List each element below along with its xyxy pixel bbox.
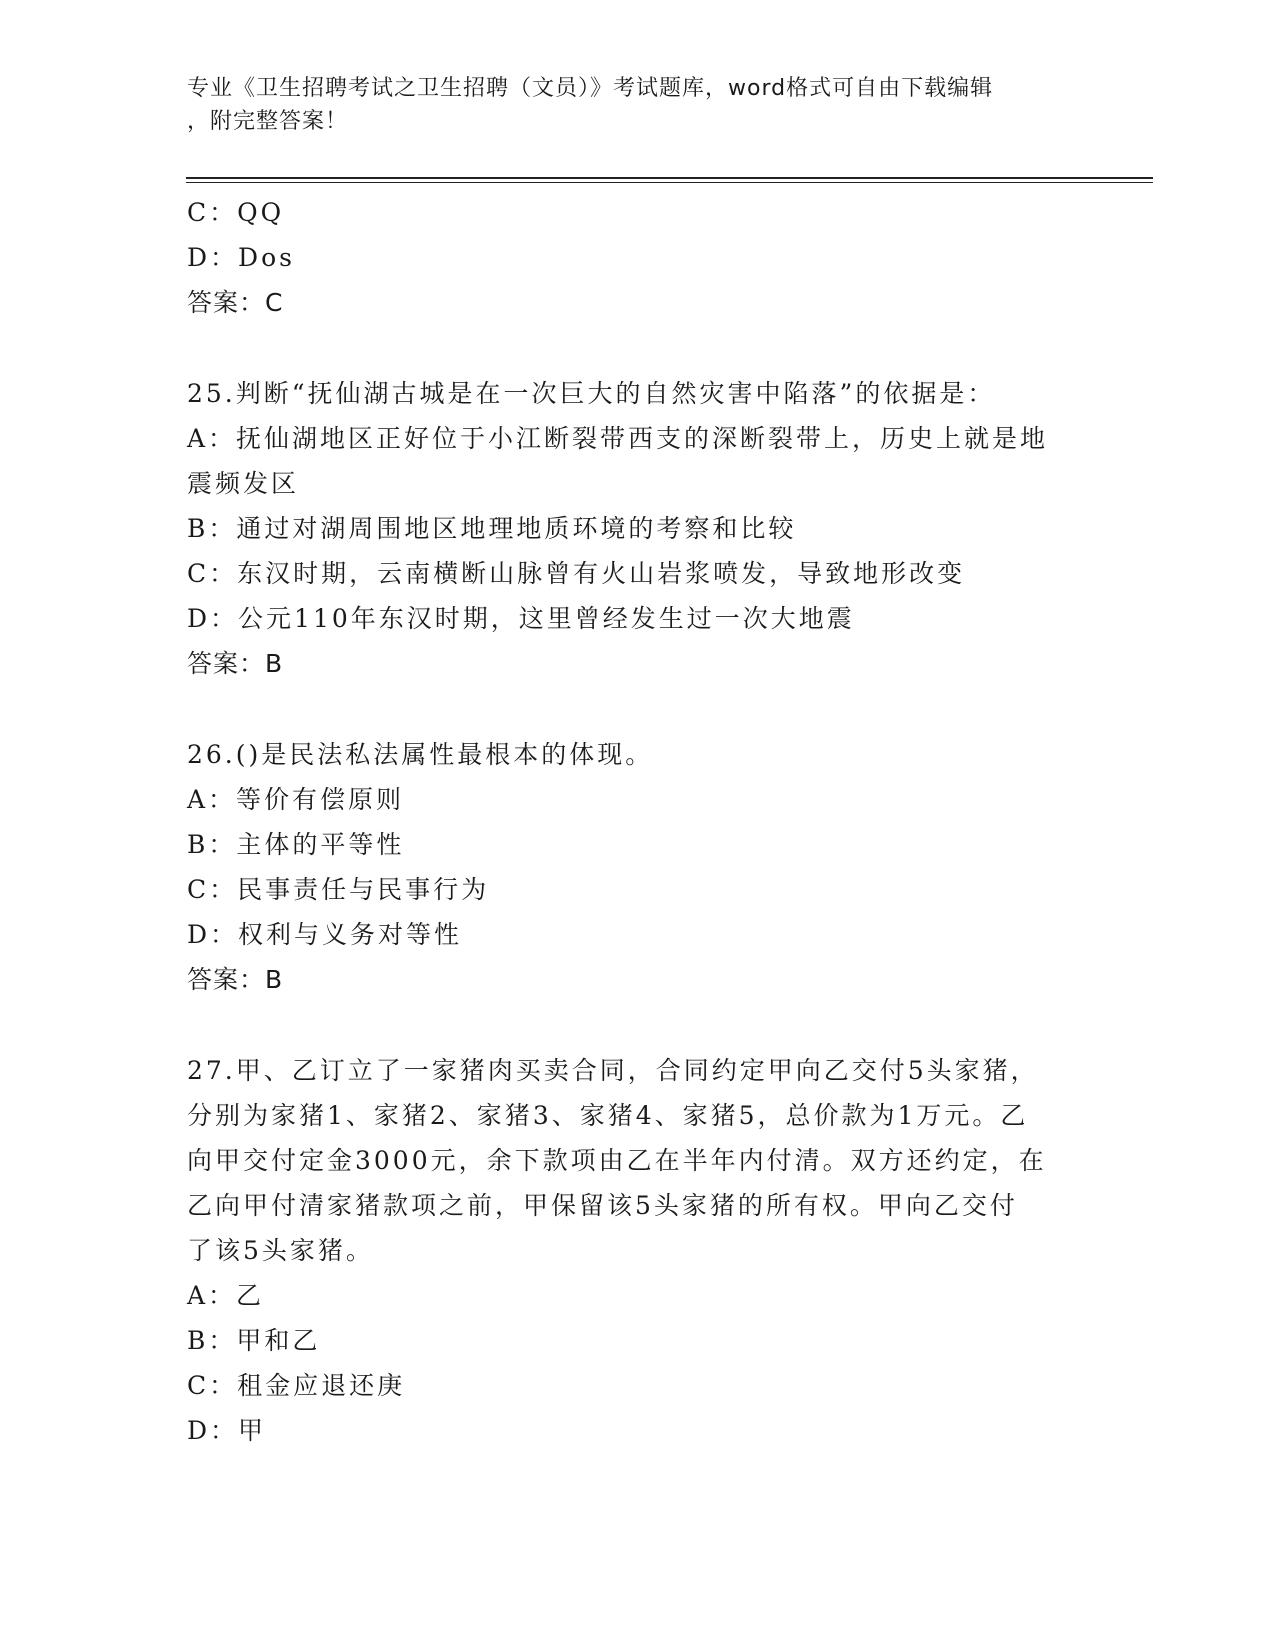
option-b: B：通过对湖周围地区地理地质环境的考察和比较 — [187, 514, 797, 543]
option-d: D：Dos — [187, 243, 295, 272]
question-stem: 25.判断“抚仙湖古城是在一次巨大的自然灾害中陷落”的依据是： — [187, 379, 996, 408]
option-d: D：公元110年东汉时期，这里曾经发生过一次大地震 — [187, 604, 855, 633]
header-line-1: 专业《卫生招聘考试之卫生招聘（文员）》考试题库，word格式可自由下载编辑 — [187, 76, 994, 101]
header-divider-thin — [186, 182, 1153, 183]
spacer — [187, 1002, 1087, 1048]
header-divider-thick — [186, 177, 1153, 179]
question-stem-line-4: 乙向甲付清家猪款项之前，甲保留该5头家猪的所有权。甲向乙交付 — [187, 1191, 1018, 1220]
question-block-25 — [187, 371, 1087, 686]
answer-line: 答案：B — [187, 649, 284, 678]
answer-line: 答案：B — [187, 965, 284, 994]
answer-line: 答案：C — [187, 288, 284, 317]
question-stem-line-3: 向甲交付定金3000元，余下款项由乙在半年内付清。双方还约定，在 — [187, 1146, 1047, 1175]
question-stem: 26.()是民法私法属性最根本的体现。 — [187, 740, 654, 769]
option-d: D：权利与义务对等性 — [187, 920, 463, 949]
question-stem-line-5: 了该5头家猪。 — [187, 1236, 374, 1265]
option-a-continued: 震频发区 — [187, 469, 300, 498]
page-header — [187, 72, 1087, 138]
question-block-prev — [187, 190, 1087, 325]
question-block-27 — [187, 1048, 1087, 1453]
option-d: D：甲 — [187, 1416, 267, 1445]
option-b: B：甲和乙 — [187, 1326, 321, 1355]
option-c: C：QQ — [187, 198, 285, 227]
option-b: B：主体的平等性 — [187, 830, 405, 859]
question-stem-line-2: 分别为家猪1、家猪2、家猪3、家猪4、家猪5，总价款为1万元。乙 — [187, 1101, 1029, 1130]
option-a: A：抚仙湖地区正好位于小江断裂带西支的深断裂带上，历史上就是地 — [187, 424, 1049, 453]
question-stem-line-1: 27.甲、乙订立了一家猪肉买卖合同，合同约定甲向乙交付5头家猪， — [187, 1056, 1039, 1085]
question-list — [187, 190, 1087, 1453]
option-c: C：租金应退还庚 — [187, 1371, 406, 1400]
spacer — [187, 686, 1087, 732]
header-line-2: ，附完整答案！ — [187, 109, 349, 134]
option-a: A：乙 — [187, 1281, 265, 1310]
option-c: C：民事责任与民事行为 — [187, 875, 490, 904]
option-c: C：东汉时期，云南横断山脉曾有火山岩浆喷发，导致地形改变 — [187, 559, 966, 588]
option-a: A：等价有偿原则 — [187, 785, 405, 814]
question-block-26 — [187, 732, 1087, 1002]
spacer — [187, 325, 1087, 371]
